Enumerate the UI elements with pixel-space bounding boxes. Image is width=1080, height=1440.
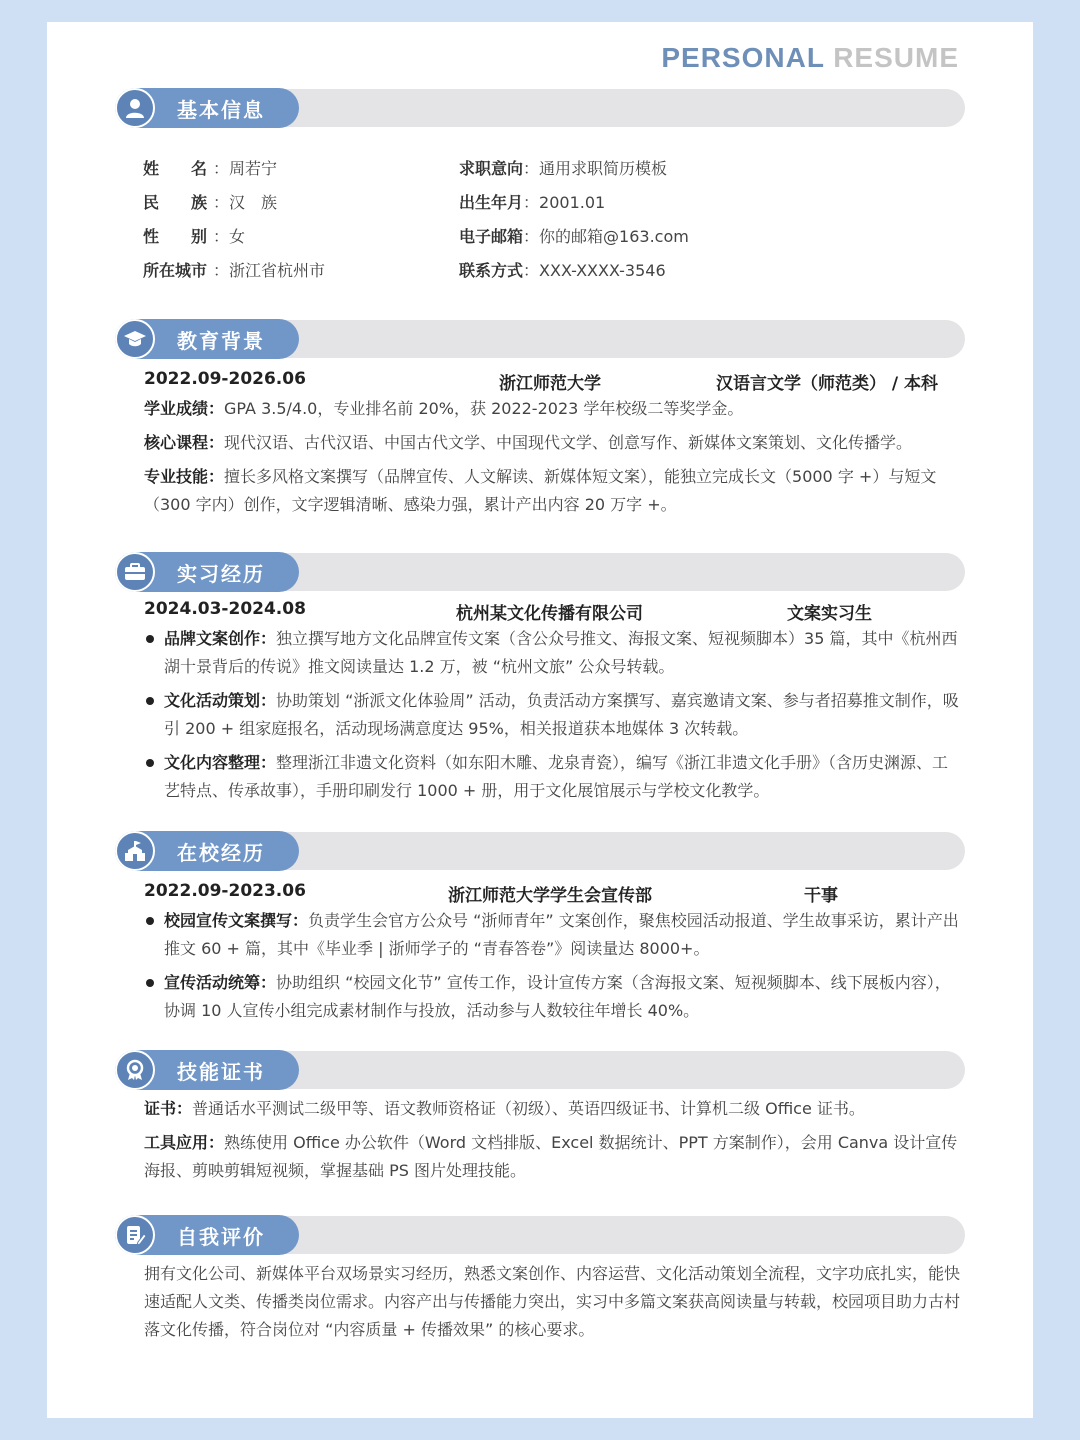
info-gender: 性 别 ：女 [143,227,246,246]
user-icon [115,88,155,128]
bullet-dot [146,697,154,705]
internship-bullet: 品牌文案创作：独立撰写地方文化品牌宣传文案（含公众号推文、海报文案、短视频脚本）35 篇，其中《杭州西湖十景背后的传说》推文阅读量达 1.2 万，被 “杭州文旅” 公众号转载。 [144,625,960,681]
info-email: 电子邮箱：你的邮箱@163.com [459,227,689,246]
education-item-courses: 核心课程：现代汉语、古代汉语、中国古代文学、中国现代文学、创意写作、新媒体文案策划、文化传播学。 [144,433,913,452]
info-name: 姓 名 ：周若宁 [143,159,278,178]
section-title: 实习经历 [177,562,265,586]
section-header-campus [115,831,967,871]
education-item-grades: 学业成绩：GPA 3.5/4.0，专业排名前 20%，获 2022-2023 学年校级二等奖学金。 [144,399,744,418]
internship-role: 文案实习生 [787,604,872,624]
self-evaluation-text: 拥有文化公司、新媒体平台双场景实习经历，熟悉文案创作、内容运营、文化活动策划全流程，文字功底扎实，能快速适配人文类、传播类岗位需求。内容产出与传播能力突出，实习中多篇文案获高阅读量与转载，校园项目助力古村落文化传播，符合岗位对 “内容质量 + 传播效果” 的核心要求。 [144,1264,961,1339]
brand-word-personal: PERSONAL [661,42,825,73]
campus-bullet: 宣传活动统筹：协助组织 “校园文化节” 宣传工作，设计宣传方案（含海报文案、短视频脚本、线下展板内容），协调 10 人宣传小组完成素材制作与投放，活动参与人数较往年增长 40%。 [144,969,960,1025]
education-header-row [144,369,964,393]
skills-certificates: 证书：普通话水平测试二级甲等、语文教师资格证（初级）、英语四级证书、计算机二级 Office 证书。 [144,1099,865,1118]
campus-period: 2022.09-2023.06 [144,881,306,901]
skills-tools: 工具应用：熟练使用 Office 办公软件（Word 文档排版、Excel 数据统计、PPT 方案制作），会用 Canva 设计宣传海报、剪映剪辑短视频，掌握基础 PS 图片处理技能。 [144,1133,958,1180]
campus-bullet: 校园宣传文案撰写：负责学生会官方公众号 “浙师青年” 文案创作，聚焦校园活动报道、学生故事采访，累计产出推文 60 + 篇，其中《毕业季 | 浙师学子的 “青春答卷”》阅读量达 8000+。 [144,907,960,963]
school-building-icon [115,831,155,871]
campus-org: 浙江师范大学学生会宣传部 [448,886,652,906]
info-birth: 出生年月：2001.01 [459,193,606,212]
info-job-intention: 求职意向：通用求职简历模板 [459,159,668,178]
info-phone: 联系方式：XXX-XXXX-3546 [459,261,666,280]
section-title: 在校经历 [177,841,265,865]
education-school: 浙江师范大学 [499,374,601,394]
bullet-dot [146,917,154,925]
internship-header-row [144,599,964,623]
info-nation: 民 族 ：汉 族 [143,193,278,212]
internship-bullet: 文化内容整理：整理浙江非遗文化资料（如东阳木雕、龙泉青瓷），编写《浙江非遗文化手册》（含历史渊源、工艺特点、传承故事），手册印刷发行 1000 + 册，用于文化展馆展示与学校文化教学。 [144,749,960,805]
education-item-skills: 专业技能：擅长多风格文案撰写（品牌宣传、人文解读、新媒体短文案），能独立完成长文（5000 字 +）与短文（300 字内）创作，文字逻辑清晰、感染力强，累计产出内容 20 万字 +。 [144,467,937,514]
info-city: 所在城市 ：浙江省杭州市 [143,261,326,280]
graduation-cap-icon [115,319,155,359]
section-header-education [115,319,967,359]
section-title: 基本信息 [177,98,265,122]
section-header-self-evaluation [115,1215,967,1255]
award-medal-icon [115,1050,155,1090]
internship-bullet: 文化活动策划：协助策划 “浙派文化体验周” 活动，负责活动方案撰写、嘉宾邀请文案、参与者招募推文制作，吸引 200 + 组家庭报名，活动现场满意度达 95%，相关报道获本地媒体 3 次转载。 [144,687,960,743]
bullet-dot [146,635,154,643]
section-title: 技能证书 [177,1060,265,1084]
section-header-internship [115,552,967,592]
document-edit-icon [115,1215,155,1255]
resume-page [47,22,1033,1418]
internship-company: 杭州某文化传播有限公司 [456,604,643,624]
campus-role: 干事 [804,886,838,906]
bullet-dot [146,759,154,767]
briefcase-icon [115,552,155,592]
education-period: 2022.09-2026.06 [144,369,306,389]
campus-header-row [144,881,964,905]
section-header-skills [115,1050,967,1090]
section-title: 教育背景 [177,329,265,353]
resume-brand-title [661,42,959,74]
internship-period: 2024.03-2024.08 [144,599,306,619]
education-major: 汉语言文学（师范类） / 本科 [716,374,939,394]
brand-word-resume: RESUME [833,42,959,73]
section-title: 自我评价 [177,1225,265,1249]
section-header-basic-info [115,88,967,128]
bullet-dot [146,979,154,987]
